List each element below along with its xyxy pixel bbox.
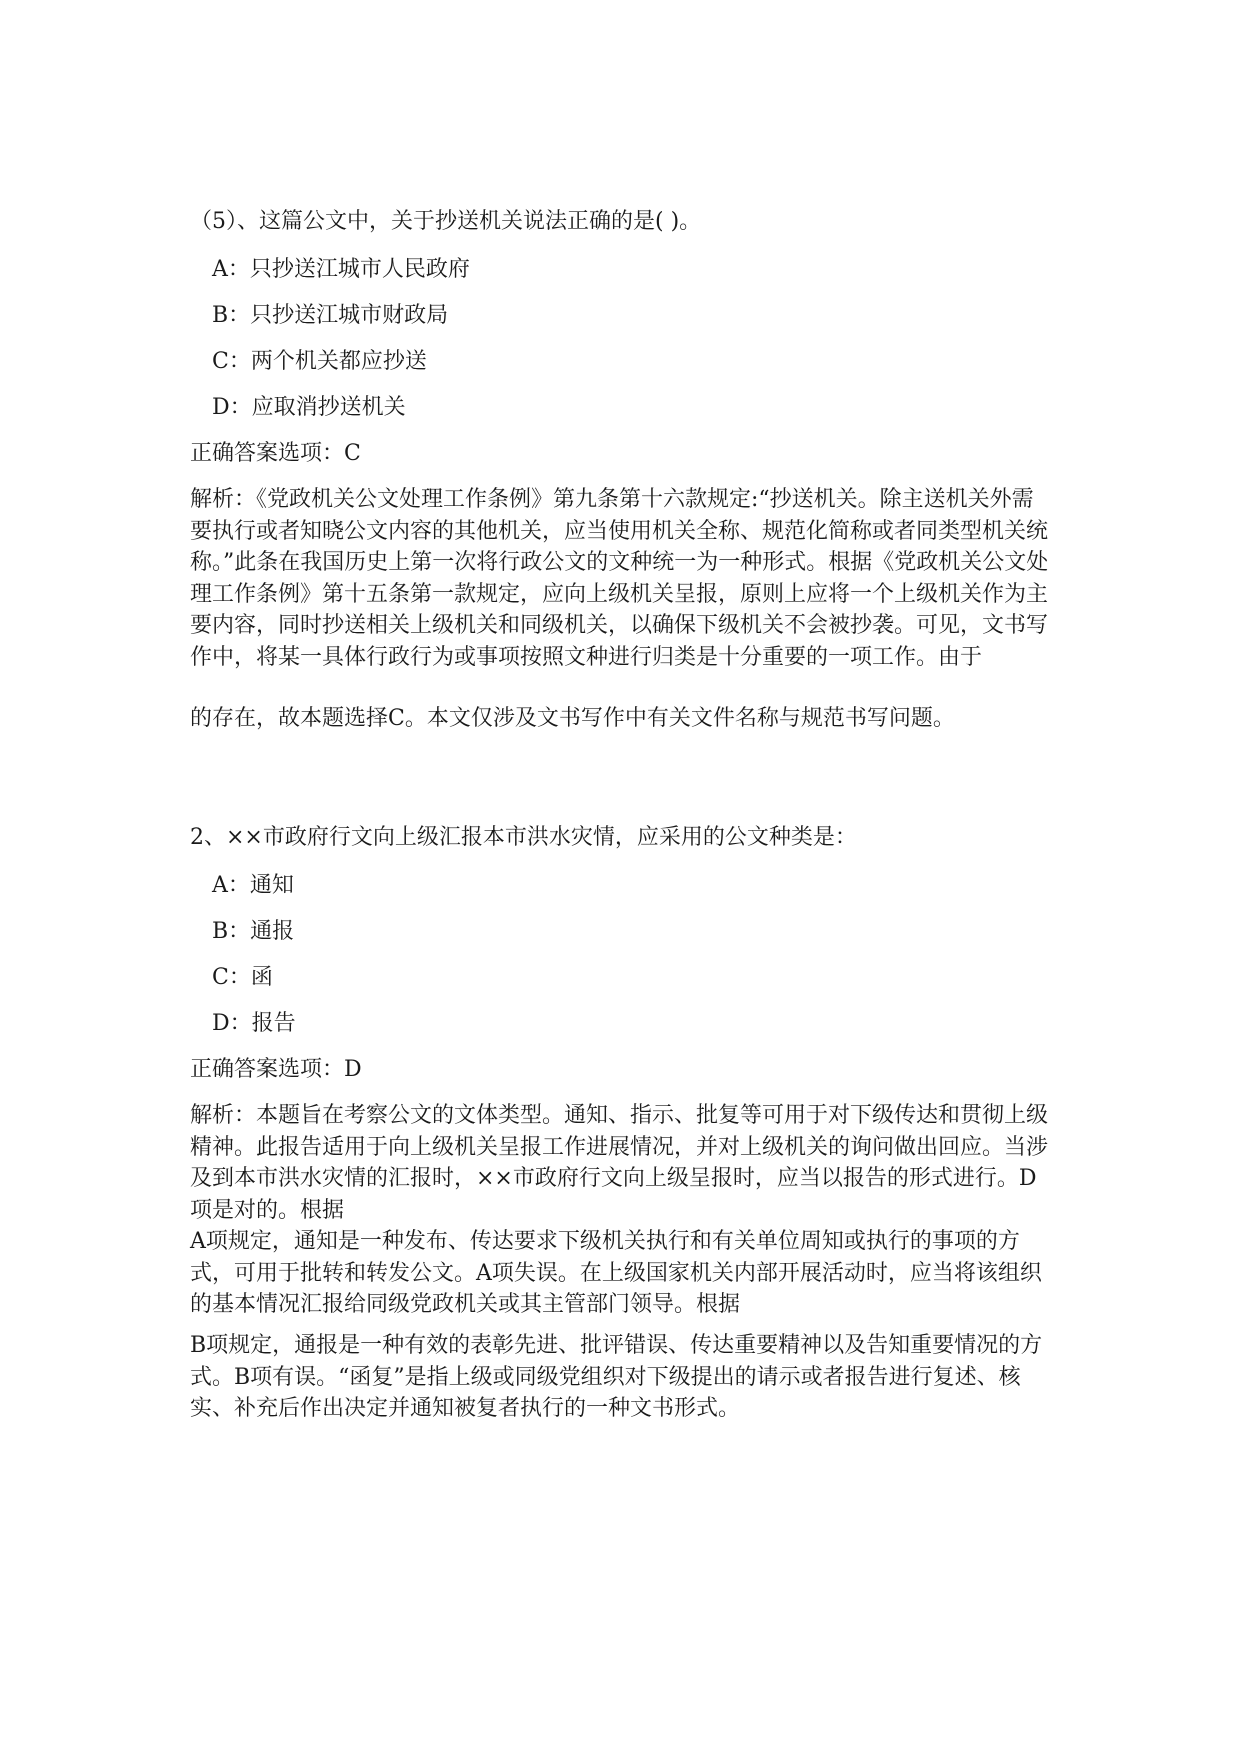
q2-option-a: A：通知: [212, 873, 294, 898]
q5-option-a: A：只抄送江城市人民政府: [212, 257, 470, 282]
question-5-title: （5）、这篇公文中，关于抄送机关说法正确的是( )。: [190, 209, 702, 234]
q2-answer: 正确答案选项：D: [190, 1057, 362, 1082]
q2-option-b: B：通报: [212, 919, 295, 944]
q2-option-c: C：函: [212, 965, 273, 990]
q2-option-d: D：报告: [212, 1011, 296, 1036]
q5-option-b: B：只抄送江城市财政局: [212, 303, 449, 328]
q2-analysis-para-1: 解析：本题旨在考察公文的文体类型。通知、指示、批复等可用于对下级传达和贯彻上级精神。此报告适用于向上级机关呈报工作进展情况，并对上级机关的询问做出回应。当涉及到本市洪水灾情的汇报时，××市政府行文向上级呈报时，应当以报告的形式进行。D项是对的。根据: [190, 1103, 1049, 1223]
q5-answer: 正确答案选项：C: [190, 441, 361, 466]
q5-analysis: 解析：《党政机关公文处理工作条例》第九条第十六款规定:“抄送机关。除主送机关外需要执行或者知晓公文内容的其他机关，应当使用机关全称、规范化简称或者同类型机关统称。”此条在我国历史上第一次将行政公文的文种统一为一种形式。根据《党政机关公文处理工作条例》第十五条第一款规定，应向上级机关呈报，原则上应将一个上级机关作为主要内容，同时抄送相关上级机关和同级机关，以确保下级机关不会被抄袭。可见，文书写作中，将某一具体行政行为或事项按照文种进行归类是十分重要的一项工作。由于: [190, 487, 1049, 670]
q5-option-c: C：两个机关都应抄送: [212, 349, 427, 374]
question-2-title: 2、××市政府行文向上级汇报本市洪水灾情，应采用的公文种类是：: [190, 825, 857, 850]
q5-analysis-continued: 的存在，故本题选择C。本文仅涉及文书写作中有关文件名称与规范书写问题。: [190, 706, 955, 731]
q2-analysis-para-2: A项规定，通知是一种发布、传达要求下级机关执行和有关单位周知或执行的事项的方式，可用于批转和转发公文。A项失误。在上级国家机关内部开展活动时，应当将该组织的基本情况汇报给同级党政机关或其主管部门领导。根据: [190, 1229, 1042, 1317]
q5-option-d: D：应取消抄送机关: [212, 395, 406, 420]
q2-analysis-para-3: B项规定，通报是一种有效的表彰先进、批评错误、传达重要精神以及告知重要情况的方式。B项有误。“函复”是指上级或同级党组织对下级提出的请示或者报告进行复述、核实、补充后作出决定并通知被复者执行的一种文书形式。: [190, 1333, 1043, 1421]
